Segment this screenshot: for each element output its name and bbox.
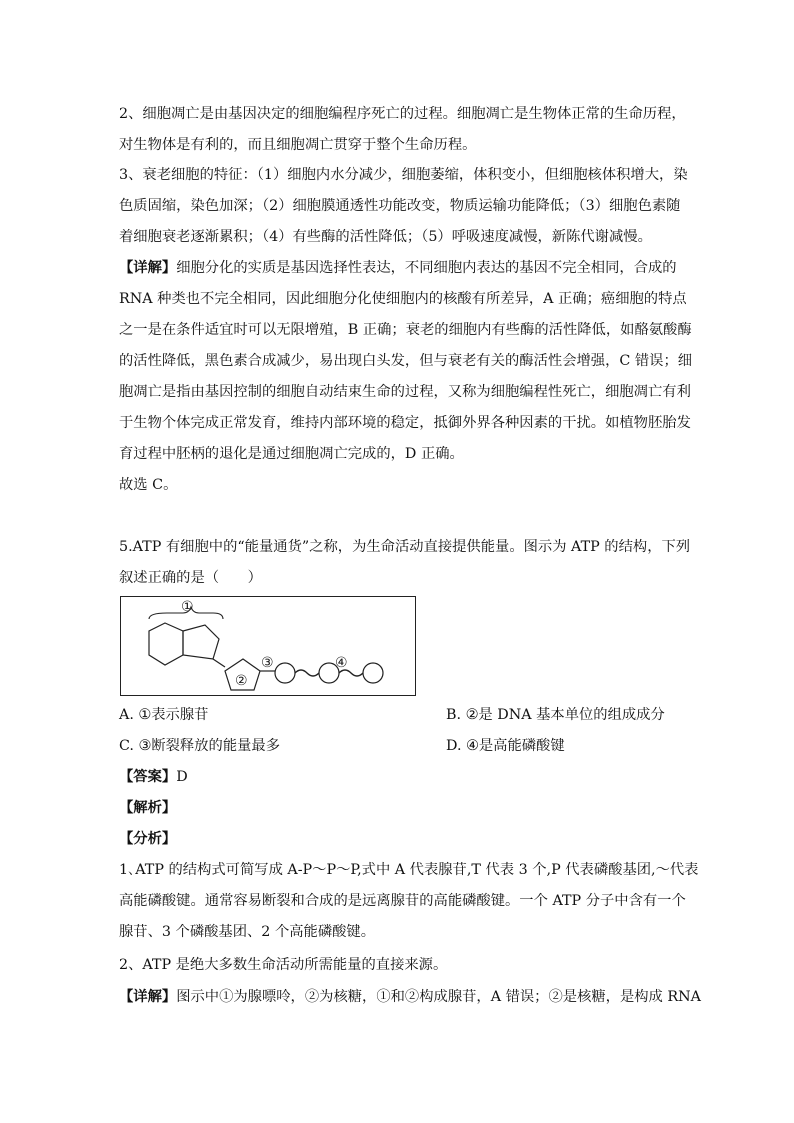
text-line: 的活性降低，黑色素合成减少，易出现白头发，但与衰老有关的酶活性会增强，C 错误；细 — [119, 353, 693, 369]
label-1: ① — [181, 599, 194, 615]
option-c: C. ③断裂释放的能量最多 — [119, 738, 281, 754]
adenine-pentagon — [183, 625, 219, 659]
text-line: 之一是在条件适宜时可以无限增殖，B 正确；衰老的细胞内有些酶的活性降低，如酪氨酸酶 — [119, 322, 692, 338]
atp-diagram — [121, 597, 417, 697]
text-line: 3、衰老细胞的特征：（1）细胞内水分减少，细胞萎缩，体积变小，但细胞核体积增大，染 — [119, 167, 688, 183]
label-2: ② — [235, 673, 248, 689]
detail-label: 【详解】 — [119, 260, 177, 276]
answer-value: D — [176, 769, 188, 785]
answer-label: 【答案】 — [119, 769, 177, 785]
adenine-hexagon — [149, 623, 183, 665]
atp-structure-figure — [120, 596, 416, 696]
option-a: A. ①表示腺苷 — [119, 707, 209, 723]
option-d: D. ④是高能磷酸键 — [446, 738, 565, 754]
text-line: 故选 C。 — [119, 477, 178, 493]
label-4: ④ — [335, 655, 348, 671]
text-line: 色质固缩，染色加深；（2）细胞膜通透性功能改变，物质运输功能降低；（3）细胞色素随 — [119, 198, 681, 214]
detail-label: 【详解】 — [119, 989, 177, 1005]
question-text: 5.ATP 有细胞中的“能量通货”之称，为生命活动直接提供能量。图示为 ATP 的结构，下列 — [119, 539, 691, 555]
text-line: RNA 种类也不完全相同，因此细胞分化使细胞内的核酸有所差异，A 正确；癌细胞的特点 — [119, 291, 687, 307]
option-b: B. ②是 DNA 基本单位的组成成分 — [446, 707, 665, 723]
text-line: 对生物体是有利的，而且细胞凋亡贯穿于整个生命历程。 — [119, 137, 477, 153]
high-energy-bond — [295, 670, 319, 676]
text-line: 腺苷、3 个磷酸基团、2 个高能磷酸键。 — [119, 924, 376, 940]
text-line: 2、ATP 是绝大多数生命活动所需能量的直接来源。 — [119, 957, 448, 973]
bond-line — [213, 659, 225, 667]
phosphate-circle — [275, 663, 295, 683]
text-span: 细胞分化的实质是基因选择性表达，不同细胞内表达的基因不完全相同，合成的 — [176, 260, 677, 276]
fenxi-heading: 【分析】 — [119, 831, 177, 847]
label-3: ③ — [261, 655, 274, 671]
text-line: 于生物个体完成正常发育，维持内部环境的稳定，抵御外界各种因素的干扰。如植物胚胎发 — [119, 415, 691, 431]
text-line: 高能磷酸键。通常容易断裂和合成的是远离腺苷的高能磷酸键。一个 ATP 分子中含有一个 — [119, 893, 686, 909]
phosphate-circle — [363, 663, 383, 683]
detail-paragraph-start — [119, 987, 701, 1007]
text-line: 1､ATP 的结构式可简写成 A-P～P～P,式中 A 代表腺苷,T 代表 3 个,P 代表磷酸基团,～代表 — [119, 862, 699, 878]
question-text: 叙述正确的是（ ） — [119, 570, 262, 586]
text-line: 育过程中胚柄的退化是通过细胞凋亡完成的，D 正确。 — [119, 446, 464, 462]
text-line: 着细胞衰老逐渐累积；（4）有些酶的活性降低；（5）呼吸速度减慢，新陈代谢减慢。 — [119, 229, 652, 245]
text-line: 2、细胞凋亡是由基因决定的细胞编程序死亡的过程。细胞凋亡是生物体正常的生命历程， — [119, 106, 686, 122]
detail-paragraph-start — [119, 258, 679, 278]
text-line: 胞凋亡是指由基因控制的细胞自动结束生命的过程，又称为细胞编程性死亡，细胞凋亡有利 — [119, 384, 691, 400]
answer-line — [119, 767, 679, 787]
text-span: 图示中①为腺嘌呤，②为核糖，①和②构成腺苷，A 错误；②是核糖，是构成 RNA — [176, 989, 701, 1005]
analysis-heading: 【解析】 — [119, 800, 177, 816]
